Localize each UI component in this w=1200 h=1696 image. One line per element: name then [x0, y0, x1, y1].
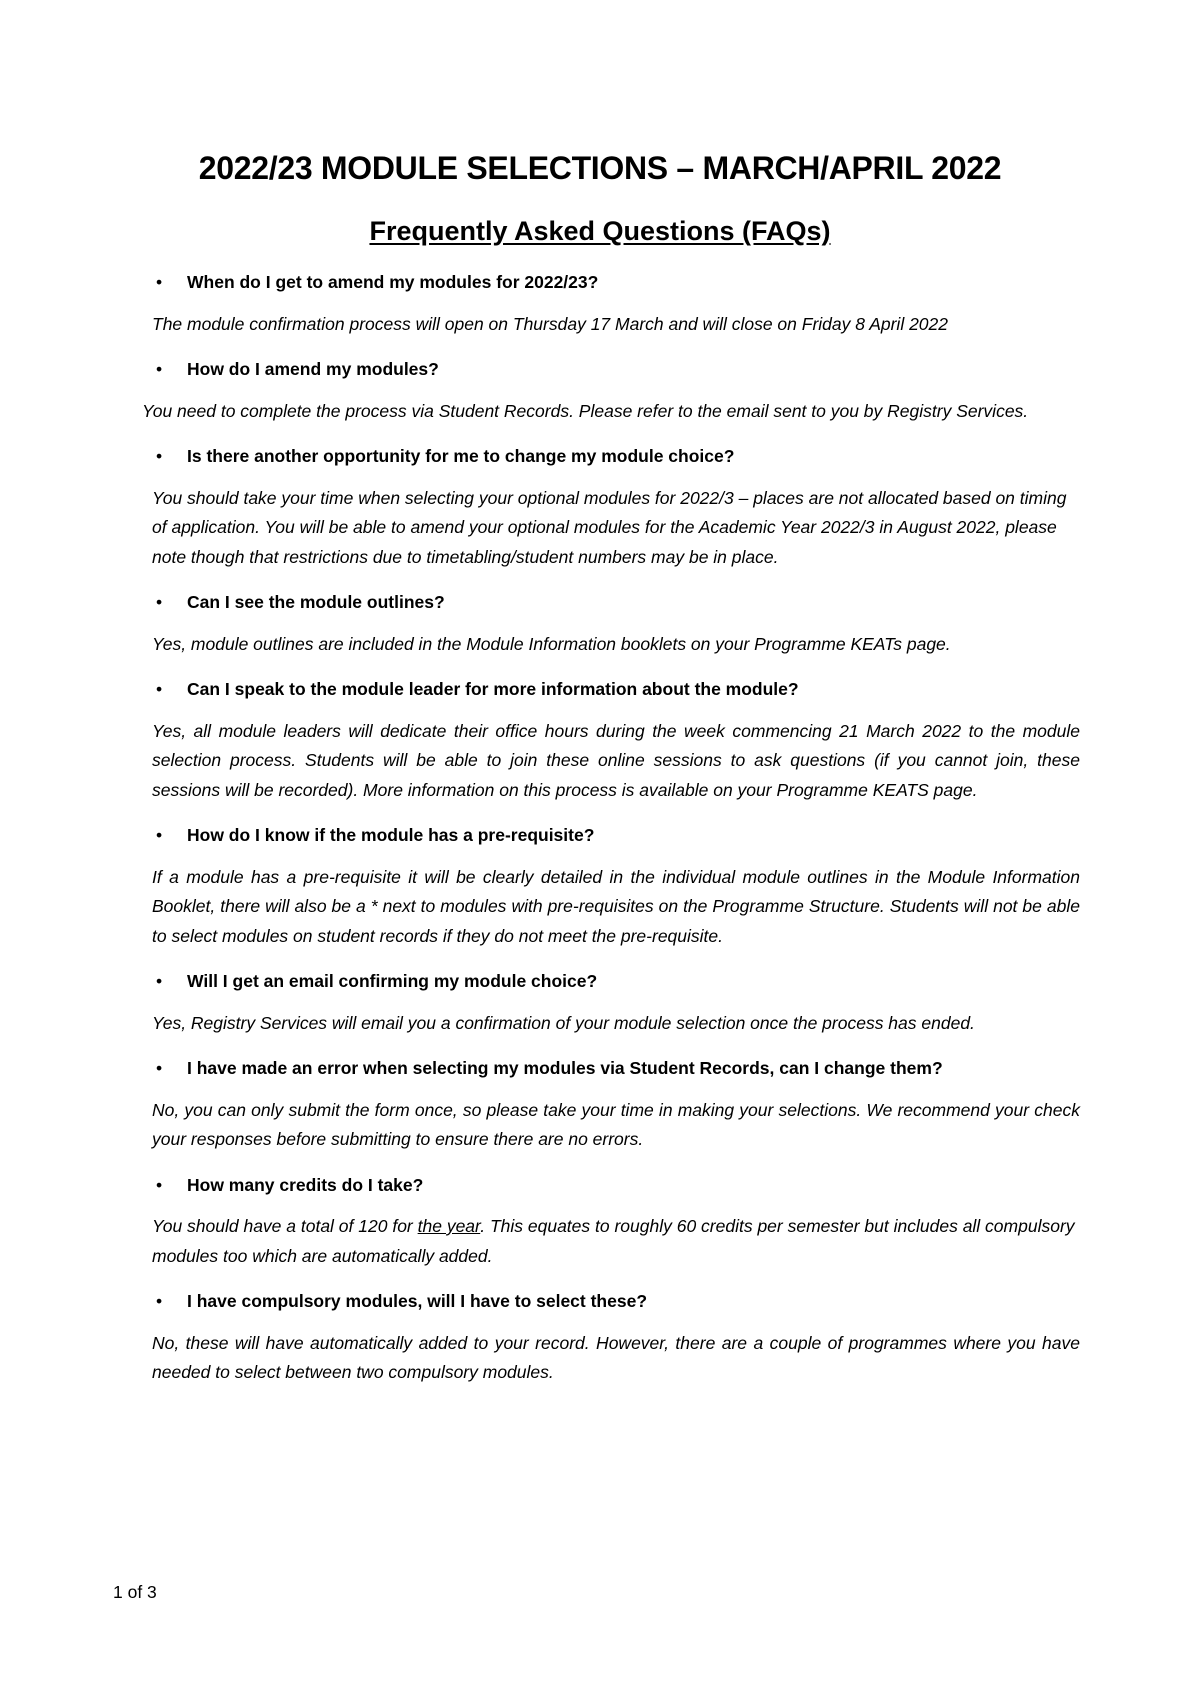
faq-answer: [152, 1212, 1080, 1271]
faq-item: [0, 442, 1200, 572]
faq-item: [0, 821, 1200, 951]
faq-item: [0, 1054, 1200, 1155]
faq-answer-text: You should have a total of 120 for: [152, 1216, 418, 1236]
faq-answer: No, you can only submit the form once, so please take your time in making your selections. We recommend your check your responses before submitting to ensure there are no errors.: [152, 1099, 1080, 1149]
faq-item: [0, 355, 1200, 426]
faq-answer: If a module has a pre-requisite it will be clearly detailed in the individual module outlines in the Module Information Booklet, there will also be a * next to modules with pre-requisites on the Programme Structure. Students will not be able to select modules on student records if they do not meet the pre-requisite.: [152, 866, 1080, 946]
faq-question: • Is there another opportunity for me to change my module choice?: [187, 442, 1200, 472]
faq-question: • Can I speak to the module leader for more information about the module?: [187, 675, 1200, 705]
faq-answer: Yes, module outlines are included in the Module Information booklets on your Programme KEATs page.: [152, 633, 951, 654]
faq-question: • How do I know if the module has a pre-requisite?: [187, 821, 1200, 851]
faq-answer-text: . This equates to roughly 60 credits per semester but includes all compulsory modules too which are automatically added.: [152, 1216, 1075, 1266]
faq-answer: You need to complete the process via Student Records. Please refer to the email sent to you by Registry Services.: [142, 400, 1029, 421]
faq-answer: Yes, Registry Services will email you a confirmation of your module selection once the process has ended.: [152, 1012, 975, 1033]
faq-answer: You should take your time when selecting your optional modules for 2022/3 – places are not allocated based on timing of application. You will be able to amend your optional modules for the Academic Year 2022/3 in August 2022, please note though that restrictions due to timetabling/student numbers may be in place.: [152, 487, 1067, 567]
page-number: 1 of 3: [113, 1582, 157, 1602]
faq-answer: No, these will have automatically added to your record. However, there are a couple of programmes where you have needed to select between two compulsory modules.: [152, 1332, 1080, 1382]
faq-item: [0, 1287, 1200, 1388]
page-subtitle: Frequently Asked Questions (FAQs): [369, 216, 831, 246]
faq-item: [0, 1171, 1200, 1272]
faq-answer-underlined-text: the year: [417, 1216, 481, 1236]
faq-question: • When do I get to amend my modules for 2022/23?: [187, 268, 1200, 298]
faq-question: • How many credits do I take?: [187, 1171, 1200, 1201]
faq-item: [0, 588, 1200, 659]
faq-list: [0, 268, 1200, 1404]
faq-answer: Yes, all module leaders will dedicate their office hours during the week commencing 21 March 2022 to the module selection process. Students will be able to join these online sessions to ask questions (if you cannot join, these sessions will be recorded). More information on this process is available on your Programme KEATS page.: [152, 720, 1080, 800]
faq-item: [0, 967, 1200, 1038]
faq-question: • Will I get an email confirming my module choice?: [187, 967, 1200, 997]
faq-answer: The module confirmation process will open on Thursday 17 March and will close on Friday 8 April 2022: [152, 313, 948, 334]
faq-question: • I have compulsory modules, will I have to select these?: [187, 1287, 1200, 1317]
page-title: 2022/23 MODULE SELECTIONS – MARCH/APRIL 2022: [198, 150, 1002, 186]
faq-item: [0, 675, 1200, 805]
faq-question: • I have made an error when selecting my modules via Student Records, can I change them?: [187, 1054, 1200, 1084]
faq-question: • Can I see the module outlines?: [187, 588, 1200, 618]
faq-question: • How do I amend my modules?: [187, 355, 1200, 385]
faq-item: [0, 268, 1200, 339]
